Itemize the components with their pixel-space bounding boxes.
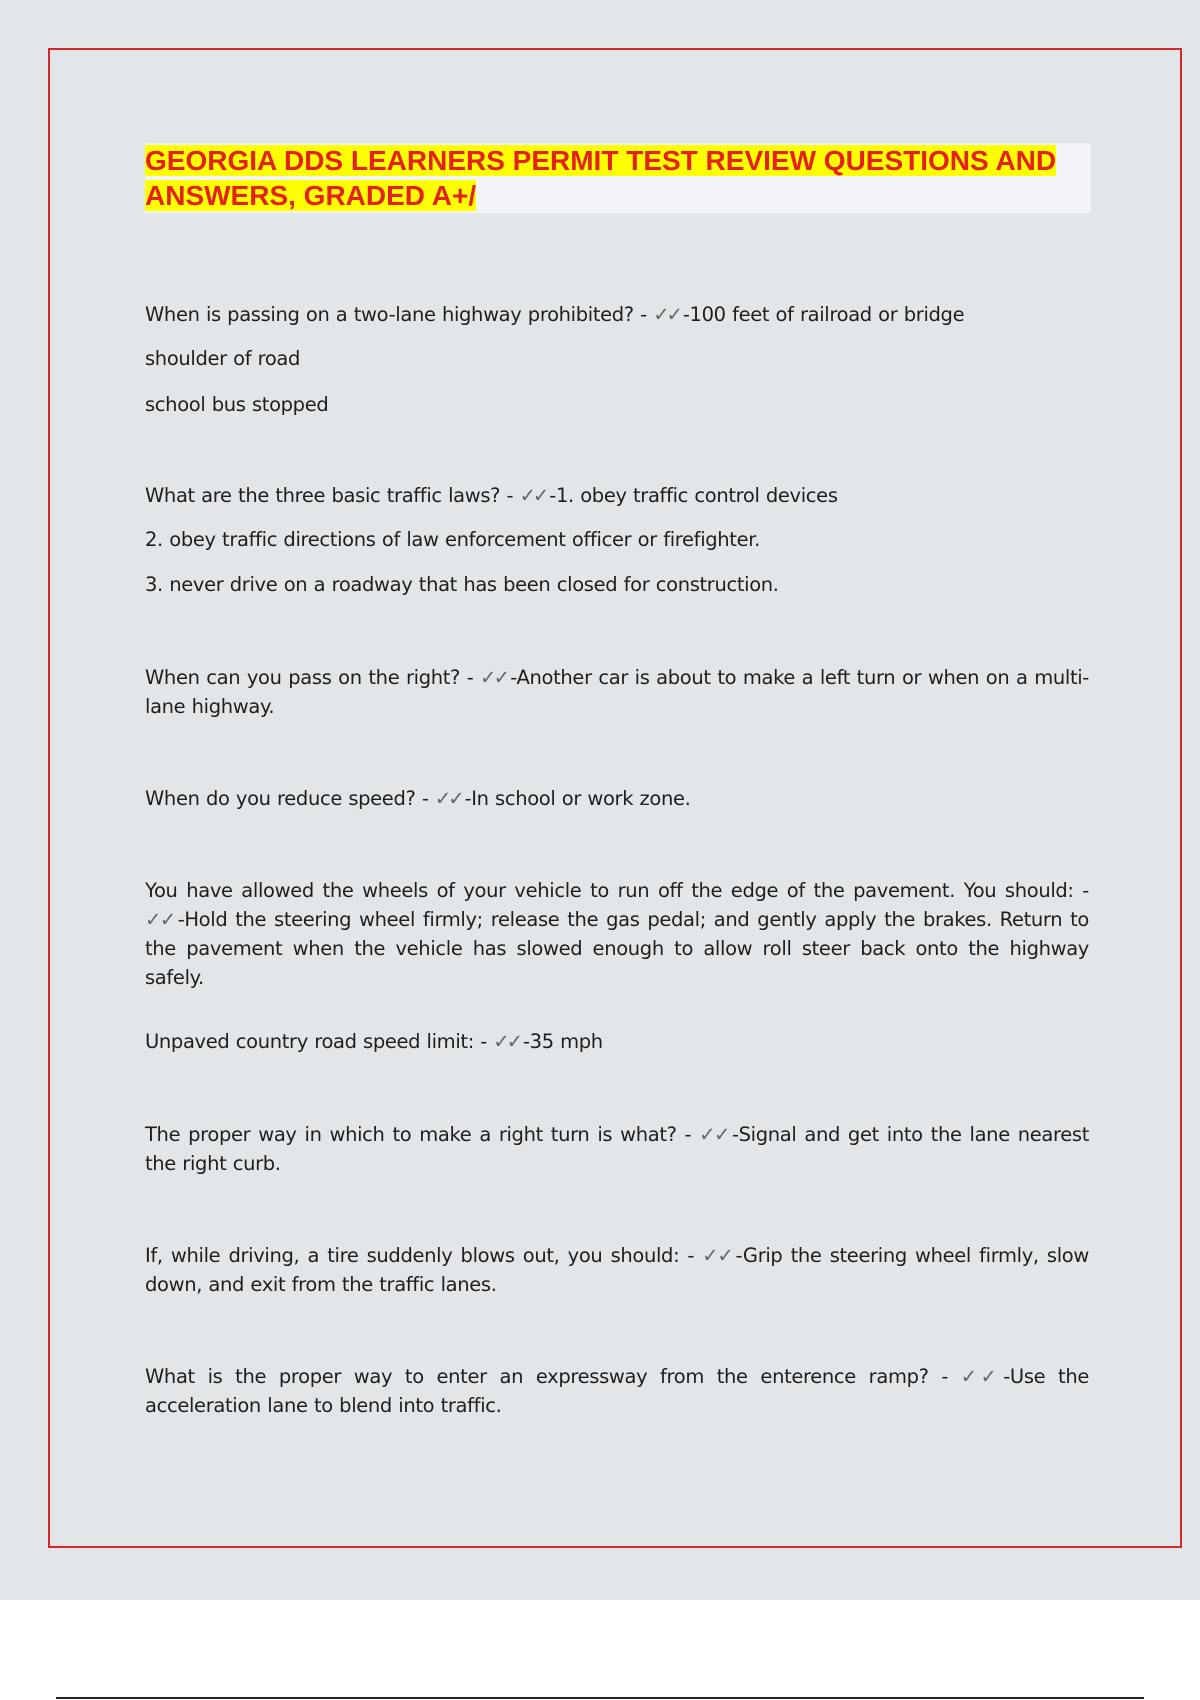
question-text: When can you pass on the right? - xyxy=(145,666,481,689)
question-text: You have allowed the wheels of your vehicle to run off the edge of the pavement. You should: - xyxy=(145,879,1089,902)
check-icon: ✓✓ xyxy=(653,303,680,326)
answer-text: -Use the acceleration lane to blend into traffic. xyxy=(145,1365,1089,1417)
qa-paragraph xyxy=(145,663,1089,721)
qa-item-5 xyxy=(145,876,1089,992)
answer-extra-line: 2. obey traffic directions of law enforcement officer or firefighter. xyxy=(145,528,760,551)
qa-item-2 xyxy=(145,481,1089,599)
question-text: When is passing on a two-lane highway prohibited? - xyxy=(145,303,654,326)
check-icon: ✓✓ xyxy=(960,1365,1001,1388)
answer-extra-line: school bus stopped xyxy=(145,393,329,416)
qa-item-7 xyxy=(145,1120,1089,1178)
question-text: Unpaved country road speed limit: - xyxy=(145,1030,494,1053)
check-icon: ✓✓ xyxy=(434,787,462,810)
page-divider xyxy=(56,1697,1144,1699)
title-line-2: ANSWERS, GRADED A+/ xyxy=(145,180,477,211)
question-text: If, while driving, a tire suddenly blows out, you should: - xyxy=(145,1244,703,1267)
question-text: What is the proper way to enter an expressway from the enterence ramp? - xyxy=(145,1365,961,1388)
document-title xyxy=(145,143,1091,213)
check-icon: ✓✓ xyxy=(145,908,175,931)
qa-paragraph xyxy=(145,1241,1089,1299)
qa-paragraph xyxy=(145,1362,1089,1420)
answer-text: -35 mph xyxy=(522,1030,603,1053)
answer-text: -1. obey traffic control devices xyxy=(549,484,838,507)
qa-item-6 xyxy=(145,1027,1089,1056)
answer-text: -Another car is about to make a left turn or when on a multi-lane highway. xyxy=(145,666,1089,718)
answer-text: -Hold the steering wheel firmly; release the gas pedal; and gently apply the brakes. Return to the pavement when the vehicle has slowed enough to allow roll steer back onto the highway safely. xyxy=(145,908,1089,989)
question-text: When do you reduce speed? - xyxy=(145,787,435,810)
qa-line xyxy=(145,300,1089,329)
title-line-1: GEORGIA DDS LEARNERS PERMIT TEST REVIEW QUESTIONS AND xyxy=(145,145,1057,176)
answer-text: -Grip the steering wheel firmly, slow down, and exit from the traffic lanes. xyxy=(145,1244,1089,1296)
answer-text: -In school or work zone. xyxy=(464,787,691,810)
check-icon: ✓✓ xyxy=(699,1123,729,1146)
qa-item-9 xyxy=(145,1362,1089,1420)
check-icon: ✓✓ xyxy=(519,484,547,507)
answer-extra-line: 3. never drive on a roadway that has been closed for construction. xyxy=(145,573,779,596)
question-text: What are the three basic traffic laws? - xyxy=(145,484,520,507)
answer-text: -Signal and get into the lane nearest the right curb. xyxy=(145,1123,1089,1175)
qa-item-8 xyxy=(145,1241,1089,1299)
question-text: The proper way in which to make a right turn is what? - xyxy=(145,1123,700,1146)
qa-line xyxy=(145,481,1089,510)
check-icon: ✓✓ xyxy=(493,1030,520,1053)
check-icon: ✓✓ xyxy=(702,1244,733,1267)
qa-item-4 xyxy=(145,784,1089,813)
answer-text: -100 feet of railroad or bridge xyxy=(682,303,965,326)
qa-paragraph xyxy=(145,784,1089,813)
qa-paragraph xyxy=(145,876,1089,992)
qa-item-3 xyxy=(145,663,1089,721)
qa-paragraph xyxy=(145,1027,1089,1056)
qa-paragraph xyxy=(145,1120,1089,1178)
title-block xyxy=(145,143,1091,213)
qa-item-1 xyxy=(145,300,1089,419)
check-icon: ✓✓ xyxy=(480,666,508,689)
answer-extra-line: shoulder of road xyxy=(145,347,301,370)
